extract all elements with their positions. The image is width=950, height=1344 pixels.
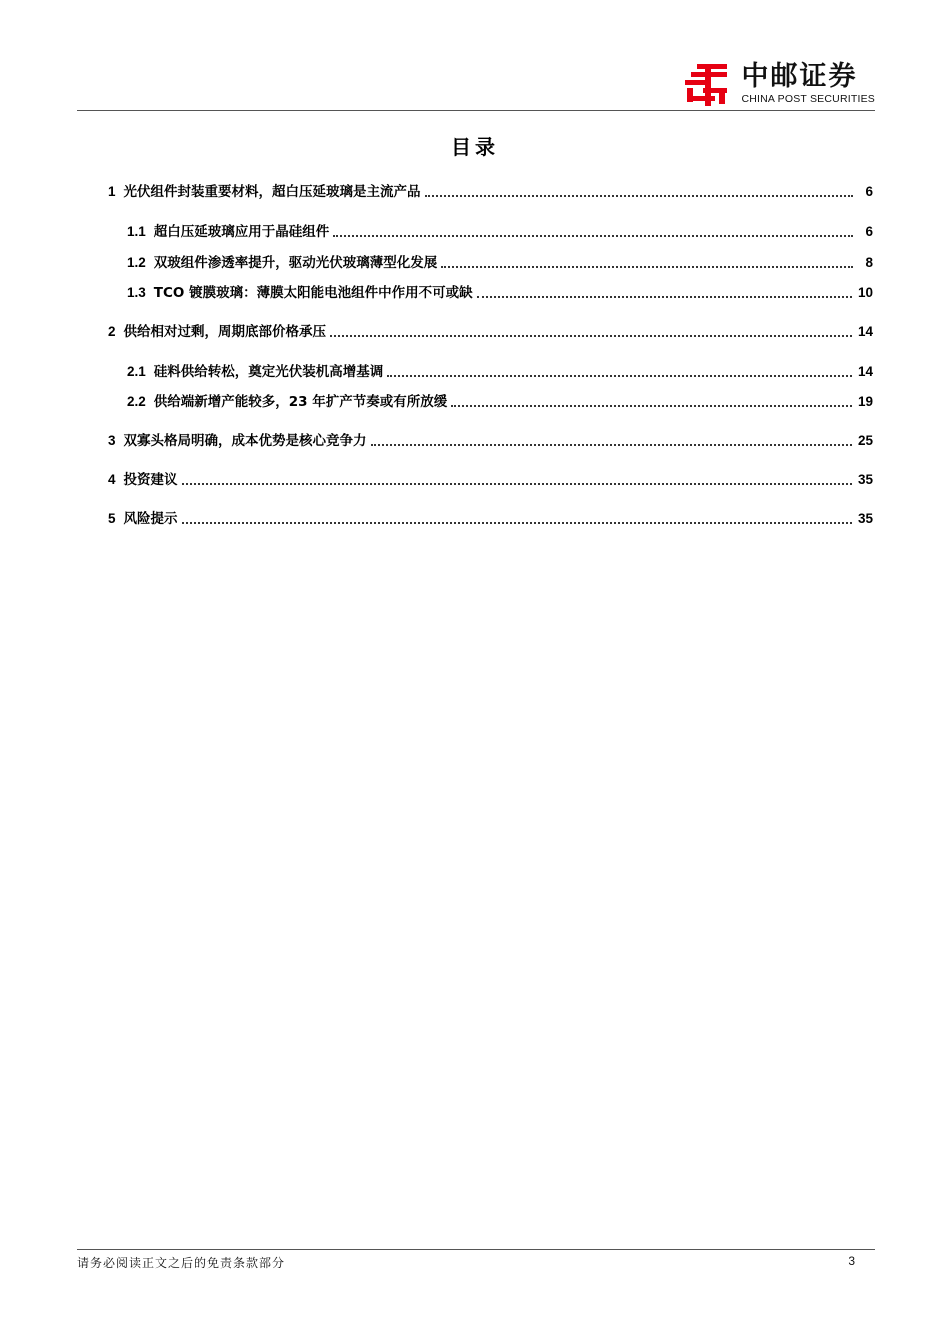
toc-entry[interactable] — [127, 392, 873, 412]
toc-entry-text: 硅料供给转松，奠定光伏装机高增基调 — [153, 364, 384, 380]
brand-name-en: CHINA POST SECURITIES — [741, 93, 875, 105]
toc-entry-text: 双玻组件渗透率提升，驱动光伏玻璃薄型化发展 — [153, 255, 438, 271]
toc-entry-label — [108, 431, 367, 451]
footer-divider — [77, 1249, 875, 1250]
toc-entry-label — [108, 470, 178, 490]
toc-entry-page: 8 — [865, 255, 873, 270]
toc-entry-number: 1 — [108, 184, 116, 199]
toc-entry-page: 10 — [857, 285, 873, 300]
toc-entry[interactable] — [127, 283, 873, 303]
toc-leader-dots — [371, 444, 852, 446]
toc-entry-label — [127, 253, 437, 273]
toc-entry-page: 6 — [865, 184, 873, 199]
toc-entry-page: 14 — [857, 364, 873, 379]
toc-entry-page: 14 — [857, 324, 873, 339]
toc-entry-label — [127, 222, 329, 242]
toc-entry-page: 35 — [857, 472, 873, 487]
toc-entry-label — [108, 509, 178, 529]
toc-entry-page: 25 — [857, 433, 873, 448]
toc-entry[interactable] — [127, 222, 873, 242]
footer-page-number: 3 — [848, 1254, 855, 1268]
toc-entry-number: 1.2 — [127, 255, 146, 270]
toc-leader-dots — [425, 195, 853, 197]
toc-entry-number: 2.2 — [127, 394, 146, 409]
toc-entry[interactable] — [127, 253, 873, 273]
toc-leader-dots — [477, 296, 852, 298]
toc-entry-label — [108, 322, 326, 342]
header-divider — [77, 110, 875, 111]
toc-entry-label — [127, 362, 383, 382]
toc-entry-page: 35 — [857, 511, 873, 526]
toc-entry-page: 19 — [857, 394, 873, 409]
toc-entry-page: 6 — [865, 224, 873, 239]
toc-entry-text: 光伏组件封装重要材料，超白压延玻璃是主流产品 — [123, 184, 421, 200]
toc-entry-number: 1.3 — [127, 285, 146, 300]
toc-leader-dots — [441, 266, 853, 268]
brand-name-cn: 中邮证券 — [741, 61, 858, 92]
toc-entry[interactable] — [127, 362, 873, 382]
toc-entry-label — [127, 392, 447, 412]
china-post-logo-icon — [683, 60, 733, 108]
toc-entry-text: 供给相对过剩，周期底部价格承压 — [123, 324, 327, 340]
toc-leader-dots — [387, 375, 852, 377]
toc-entry-number: 2.1 — [127, 364, 146, 379]
toc-entry-number: 3 — [108, 433, 116, 448]
toc-leader-dots — [182, 483, 852, 485]
toc-entry-text: 风险提示 — [123, 511, 178, 527]
toc-entry[interactable] — [108, 182, 873, 202]
toc-entry-number: 1.1 — [127, 224, 146, 239]
toc-entry-text: TCO 镀膜玻璃：薄膜太阳能电池组件中作用不可或缺 — [153, 285, 473, 301]
toc-leader-dots — [333, 235, 853, 237]
toc-entry[interactable] — [108, 431, 873, 451]
toc-entry-text: 超白压延玻璃应用于晶硅组件 — [153, 224, 330, 240]
page-title: 目录 — [451, 135, 499, 159]
toc-leader-dots — [330, 335, 852, 337]
toc-entry-text: 投资建议 — [123, 472, 178, 488]
toc-leader-dots — [182, 522, 852, 524]
toc-entry-number: 2 — [108, 324, 116, 339]
toc-entry[interactable] — [108, 322, 873, 342]
toc-entry[interactable] — [108, 509, 873, 529]
brand-logo — [683, 60, 875, 108]
toc-entry[interactable] — [108, 470, 873, 490]
toc-entry-number: 5 — [108, 511, 116, 526]
toc-entry-number: 4 — [108, 472, 116, 487]
page-header — [77, 60, 875, 112]
toc-leader-dots — [451, 405, 852, 407]
toc-entry-text: 双寡头格局明确，成本优势是核心竞争力 — [123, 433, 367, 449]
footer-disclaimer: 请务必阅读正文之后的免责条款部分 — [77, 1256, 286, 1270]
toc-entry-label — [127, 283, 473, 303]
toc-entry-label — [108, 182, 421, 202]
toc-entry-text: 供给端新增产能较多，23 年扩产节奏或有所放缓 — [153, 394, 448, 410]
